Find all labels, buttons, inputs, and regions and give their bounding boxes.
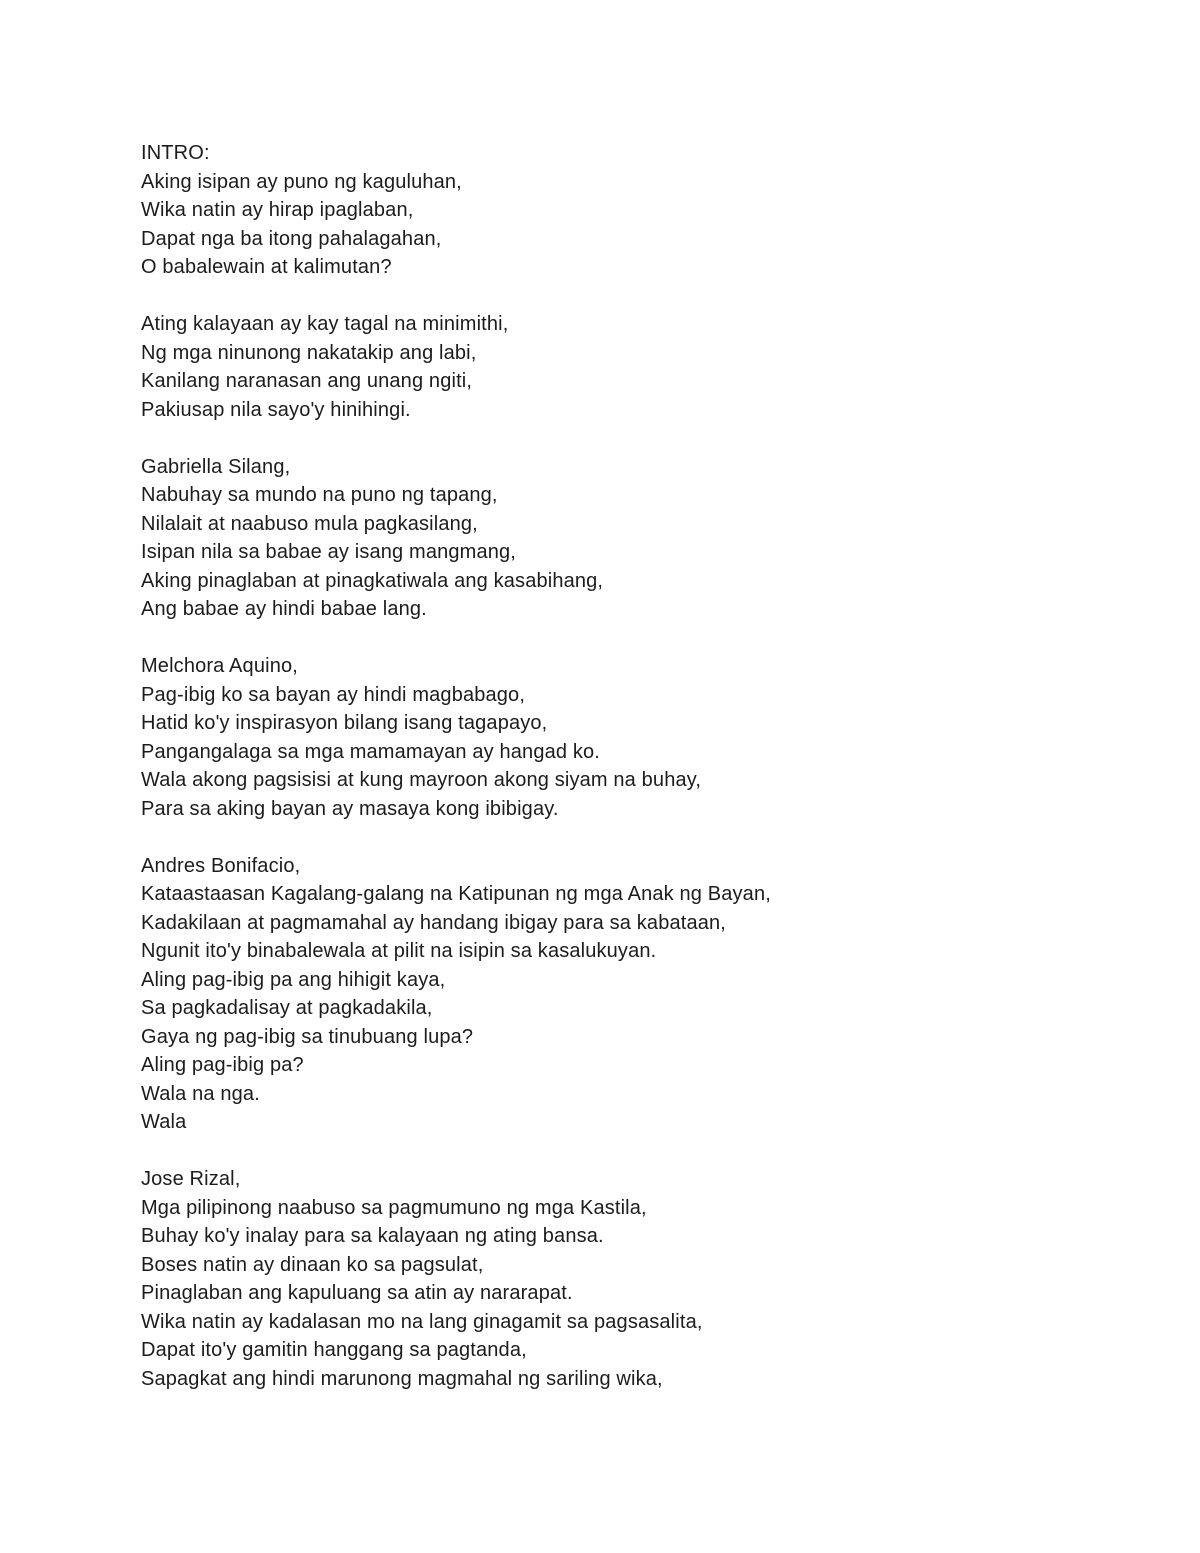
poem-line: Dapat nga ba itong pahalagahan,	[141, 227, 442, 250]
poem-line: Sapagkat ang hindi marunong magmahal ng sariling wika,	[141, 1367, 663, 1390]
section-heading: INTRO:	[141, 142, 210, 164]
stanza-melchora-aquino	[141, 652, 1141, 823]
poem-line: Aling pag-ibig pa?	[141, 1054, 304, 1076]
poem-line: Sa pagkadalisay at pagkadakila,	[141, 997, 433, 1019]
poem-line: Aking pinaglaban at pinagkatiwala ang kasabihang,	[141, 569, 604, 592]
poem-line: Wala na nga.	[141, 1082, 260, 1105]
poem-line: Wala akong pagsisisi at kung mayroon akong siyam na buhay,	[141, 769, 702, 791]
poem-line: Pangangalaga sa mga mamamayan ay hangad ko.	[141, 740, 600, 763]
stanza-heading: Jose Rizal,	[141, 1168, 241, 1190]
poem-line: Buhay ko'y inalay para sa kalayaan ng ating bansa.	[141, 1225, 604, 1247]
poem-line: Nabuhay sa mundo na puno ng tapang,	[141, 484, 498, 506]
poem-line: Wika natin ay hirap ipaglaban,	[141, 199, 414, 221]
poem-line: Kadakilaan at pagmamahal ay handang ibigay para sa kabataan,	[141, 911, 726, 934]
stanza-heading: Melchora Aquino,	[141, 655, 298, 677]
poem-line: Ng mga ninunong nakatakip ang labi,	[141, 341, 477, 364]
stanza	[141, 310, 1141, 424]
stanza-andres-bonifacio	[141, 852, 1141, 1137]
poem-line: Aling pag-ibig pa ang hihigit kaya,	[141, 968, 446, 991]
document-page	[141, 139, 1141, 1422]
poem-line: Gaya ng pag-ibig sa tinubuang lupa?	[141, 1025, 474, 1048]
poem-line: Wika natin ay kadalasan mo na lang ginagamit sa pagsasalita,	[141, 1310, 703, 1333]
stanza-jose-rizal	[141, 1165, 1141, 1393]
poem-line: Mga pilipinong naabuso sa pagmumuno ng mga Kastila,	[141, 1196, 647, 1219]
poem-line: Wala	[141, 1111, 187, 1133]
poem-line: Hatid ko'y inspirasyon bilang isang tagapayo,	[141, 712, 548, 734]
poem-line: O babalewain at kalimutan?	[141, 256, 392, 278]
poem-line: Kanilang naranasan ang unang ngiti,	[141, 370, 473, 392]
poem-line: Pag-ibig ko sa bayan ay hindi magbabago,	[141, 683, 526, 706]
poem-line: Pakiusap nila sayo'y hinihingi.	[141, 398, 411, 421]
poem-line: Ating kalayaan ay kay tagal na minimithi,	[141, 313, 509, 335]
stanza-intro	[141, 139, 1141, 282]
poem-line: Isipan nila sa babae ay isang mangmang,	[141, 541, 516, 563]
poem-line: Nilalait at naabuso mula pagkasilang,	[141, 512, 478, 535]
stanza-gabriella-silang	[141, 453, 1141, 624]
poem-line: Pinaglaban ang kapuluang sa atin ay nararapat.	[141, 1282, 573, 1304]
stanza-heading: Andres Bonifacio,	[141, 854, 301, 877]
poem-line: Para sa aking bayan ay masaya kong ibibigay.	[141, 797, 559, 820]
stanza-heading: Gabriella Silang,	[141, 455, 291, 478]
poem-line: Dapat ito'y gamitin hanggang sa pagtanda,	[141, 1339, 527, 1361]
poem-line: Kataastaasan Kagalang-galang na Katipunan ng mga Anak ng Bayan,	[141, 883, 771, 905]
poem-line: Aking isipan ay puno ng kaguluhan,	[141, 170, 462, 193]
poem-line: Ngunit ito'y binabalewala at pilit na isipin sa kasalukuyan.	[141, 940, 657, 962]
poem-line: Boses natin ay dinaan ko sa pagsulat,	[141, 1253, 484, 1276]
poem-line: Ang babae ay hindi babae lang.	[141, 598, 427, 620]
